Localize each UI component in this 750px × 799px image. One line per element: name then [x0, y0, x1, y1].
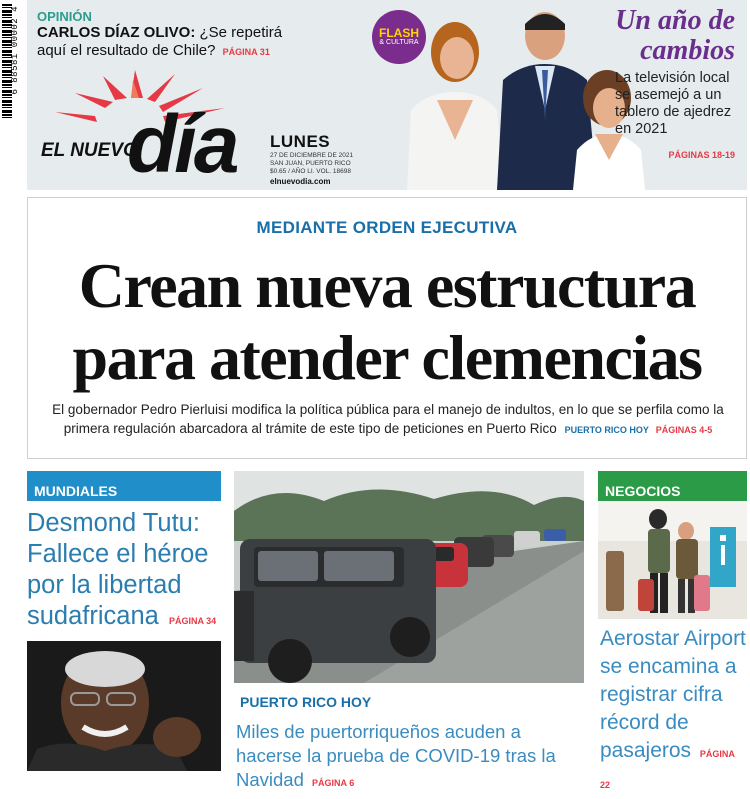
main-kicker: MEDIANTE ORDEN EJECUTIVA — [256, 218, 518, 237]
masthead-day: LUNES — [270, 132, 331, 151]
barcode-number: 6 88581 00002 4 — [10, 6, 20, 95]
main-deck-text: El gobernador Pedro Pierluisi modifica la política pública para el manejo de indultos, en lo que se perfila como la primera regulación abarcadora al trámite de este tipo de peticiones en Puerto Rico — [52, 402, 724, 436]
negocios-headline-block — [600, 625, 747, 799]
main-page: PÁGINAS 4-5 — [655, 425, 713, 435]
flash-cultura-badge[interactable] — [372, 10, 426, 64]
prhoy-headline: Miles de puertorriqueños acuden a hacerse la prueba de COVID-19 tras la Navidad — [236, 721, 556, 790]
desmond-tutu-photo — [27, 641, 221, 771]
negocios-page: PÁGINA 22 — [600, 749, 735, 790]
story-mundiales[interactable] — [27, 471, 221, 771]
flash-badge-subtitle: & CULTURA — [379, 39, 419, 46]
el-nuevo-dia-logo[interactable] — [35, 68, 275, 190]
main-headline — [28, 250, 746, 394]
promo-page: PÁGINAS 18-19 — [668, 150, 735, 160]
main-story[interactable] — [27, 197, 747, 459]
negocios-tag: NEGOCIOS — [598, 471, 747, 501]
main-headline-line-2: para atender clemencias — [72, 322, 702, 393]
promo-title[interactable]: Un año de cambios — [615, 5, 735, 66]
prhoy-section: PUERTO RICO HOY — [240, 694, 372, 710]
masthead-date-block — [270, 132, 390, 186]
opinion-label: OPINIÓN — [37, 9, 92, 24]
masthead-place: SAN JUAN, PUERTO RICO — [270, 160, 351, 167]
mundiales-tag: MUNDIALES — [27, 471, 221, 501]
logo-dia: día — [127, 99, 237, 190]
prhoy-headline-block — [236, 720, 582, 795]
opinion-teaser[interactable] — [37, 24, 297, 61]
mundiales-headline: Desmond Tutu: Fallece el héroe por la libertad sudafricana — [27, 509, 209, 630]
logo-el-nuevo: EL NUEVO — [41, 140, 138, 161]
mundiales-headline-block — [27, 508, 221, 637]
masthead-price: $0.65 / AÑO LI. VOL. 18698 — [270, 168, 351, 175]
airport-travelers-photo — [598, 501, 747, 619]
opinion-text: ¿Se repetirá aquí el resultado de Chile? — [37, 24, 283, 59]
main-section: PUERTO RICO HOY — [564, 425, 649, 435]
masthead-url[interactable]: elnuevodia.com — [270, 177, 331, 186]
barcode — [0, 0, 24, 125]
masthead-date: 27 DE DICIEMBRE DE 2021 — [270, 152, 354, 159]
negocios-headline: Aerostar Airport se encamina a registrar cifra récord de pasajeros — [600, 627, 746, 762]
story-puerto-rico-hoy[interactable] — [234, 471, 584, 790]
flash-badge-title: FLASH — [379, 26, 419, 40]
masthead-band — [27, 0, 747, 190]
promo-text: La televisión local se asemejó a un tablero de ajedrez en 2021 — [615, 70, 732, 137]
opinion-page: PÁGINA 31 — [222, 47, 270, 57]
main-headline-line-1: Crean nueva estructura — [78, 250, 696, 321]
covid-test-line-photo — [234, 471, 584, 683]
main-deck — [48, 400, 728, 440]
story-negocios[interactable] — [598, 471, 747, 790]
prhoy-page: PÁGINA 6 — [312, 778, 355, 788]
opinion-author: CARLOS DÍAZ OLIVO: — [37, 24, 196, 41]
mundiales-page: PÁGINA 34 — [168, 616, 217, 626]
